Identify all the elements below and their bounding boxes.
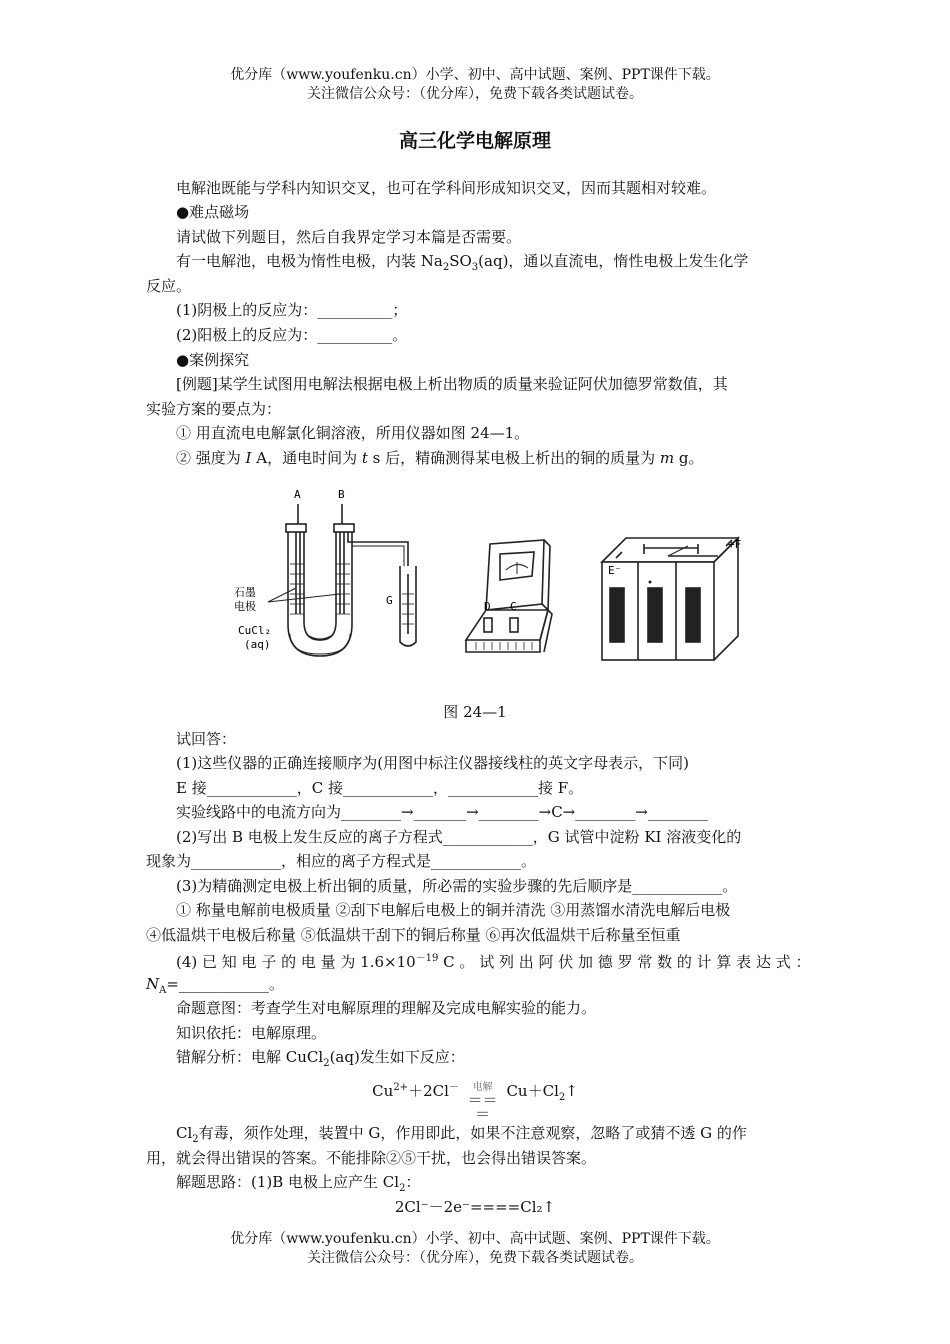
label-e: E⁻ [608, 564, 622, 577]
label-d: D [484, 600, 491, 613]
question3-line3: ④低温烘干电极后称量 ⑤低温烘干刮下的铜后称量 ⑥再次低温烘干后称量至恒重 [146, 926, 681, 944]
chlorine-text-line1: $Cl_2$有毒，须作处理，装置中 G，作用即此，如果不注意观察，忽略了或猜不透 G 的作 [176, 1124, 747, 1145]
ammeter [466, 540, 552, 652]
question3-line2: ① 称量电解前电极质量 ②刮下电解后电极上的铜并清洗 ③用蒸馏水清洗电解后电极 [176, 901, 731, 919]
label-b: B [338, 488, 345, 501]
header-line-2: 关注微信公众号：（优分库），免费下载各类试题试卷。 [307, 86, 643, 102]
question2-line1: (2)写出 B 电极上发生反应的离子方程式____________，G 试管中淀粉 KI 溶液变化的 [176, 828, 742, 846]
example-line2: 实验方案的要点为： [146, 400, 282, 418]
figure-caption: 图 24—1 [443, 703, 507, 721]
example-step2: ② 强度为 I A，通电时间为 t s 后，精确测得某电极上析出的铜的质量为 m g。 [176, 449, 704, 467]
answer-heading: 试回答： [176, 730, 237, 748]
u-tube-apparatus [268, 504, 416, 656]
example-step1: ① 用直流电电解氯化铜溶液，所用仪器如图 24—1。 [176, 424, 530, 442]
battery [602, 538, 738, 660]
page-header [0, 66, 950, 104]
question1-line1: (1)这些仪器的正确连接顺序为(用图中标注仪器接线柱的英文字母表示，下同) [176, 754, 689, 772]
label-c: C [510, 600, 517, 613]
question1-line2: E 接____________，C 接____________，____________接 F。 [176, 779, 584, 797]
apparatus-figure [228, 484, 748, 680]
footer-line-2: 关注微信公众号：（优分库），免费下载各类试题试卷。 [307, 1250, 643, 1266]
question4-line1: (4) 已 知 电 子 的 电 量 为 $1.6\times 10^{-19}$ C 。 试 列 出 阿 伏 加 德 罗 常 数 的 计 算 表 达 式 ： [176, 953, 811, 971]
label-aq: (aq) [244, 638, 271, 651]
solution-text: 解题思路：(1)B 电极上应产生 $Cl_2$： [176, 1173, 421, 1194]
instruction-text: 请试做下列题目，然后自我界定学习本篇是否需要。 [176, 228, 522, 246]
label-graphite-1: 石墨 [234, 586, 256, 599]
equation-electrolysis: $Cu^{2+}+2Cl^-$ 电解 ＝＝＝ $Cu+Cl_2↑$ [0, 1078, 950, 1121]
intent-text: 命题意图：考查学生对电解原理的理解及完成电解实验的能力。 [176, 999, 597, 1017]
section-heading-difficulty: ●难点磁场 [176, 203, 250, 221]
section-heading-case: ●案例探究 [176, 351, 250, 369]
label-graphite-2: 电极 [234, 600, 256, 613]
question-cathode: (1)阴极上的反应为：__________； [176, 301, 408, 319]
label-cucl2: CuCl₂ [238, 624, 272, 637]
question4-line2: $N_A=\_\_\_\_\_\_\_\_\_\_\_\_$。 [146, 975, 284, 996]
problem-text-line2: 反应。 [146, 277, 192, 295]
question1-line3: 实验线路中的电流方向为________→_______→________→C→________→________ [176, 803, 708, 821]
question-anode: (2)阳极上的反应为：__________。 [176, 326, 408, 344]
footer-line-1: 优分库（www.youfenku.cn）小学、初中、高中试题、案例、PPT课件下载。 [230, 1231, 720, 1247]
problem-text-line1: 有一电解池，电极为惰性电极，内装 $Na_2SO_3(aq)$，通以直流电，惰性电极上发生化学 [176, 252, 749, 273]
battery-dot [649, 581, 652, 584]
header-line-1: 优分库（www.youfenku.cn）小学、初中、高中试题、案例、PPT课件下载。 [230, 67, 720, 83]
label-g: G [386, 594, 393, 607]
error-analysis-text: 错解分析：电解 CuCl$_2$(aq)发生如下反应： [176, 1048, 465, 1069]
example-line1: [例题]某学生试图用电解法根据电极上析出物质的质量来验证阿伏加德罗常数值，其 [176, 375, 728, 393]
page-footer [0, 1230, 950, 1268]
page-title: 高三化学电解原理 [398, 130, 551, 152]
label-a: A [294, 488, 301, 501]
question2-line2: 现象为____________，相应的离子方程式是____________。 [146, 852, 537, 870]
equation-condition: 电解 ＝＝＝ [467, 1082, 498, 1123]
basis-text: 知识依托：电解原理。 [176, 1024, 327, 1042]
intro-paragraph: 电解池既能与学科内知识交叉，也可在学科间形成知识交叉，因而其题相对较难。 [176, 179, 717, 197]
label-f: +F [728, 538, 742, 551]
chlorine-text-line2: 用，就会得出错误的答案。不能排除②⑤干扰，也会得出错误答案。 [146, 1149, 597, 1167]
question3-line1: (3)为精确测定电极上析出铜的质量，所必需的实验步骤的先后顺序是____________。 [176, 877, 738, 895]
equation-anode: 2Cl⁻－2e⁻====Cl₂↑ [394, 1198, 556, 1216]
